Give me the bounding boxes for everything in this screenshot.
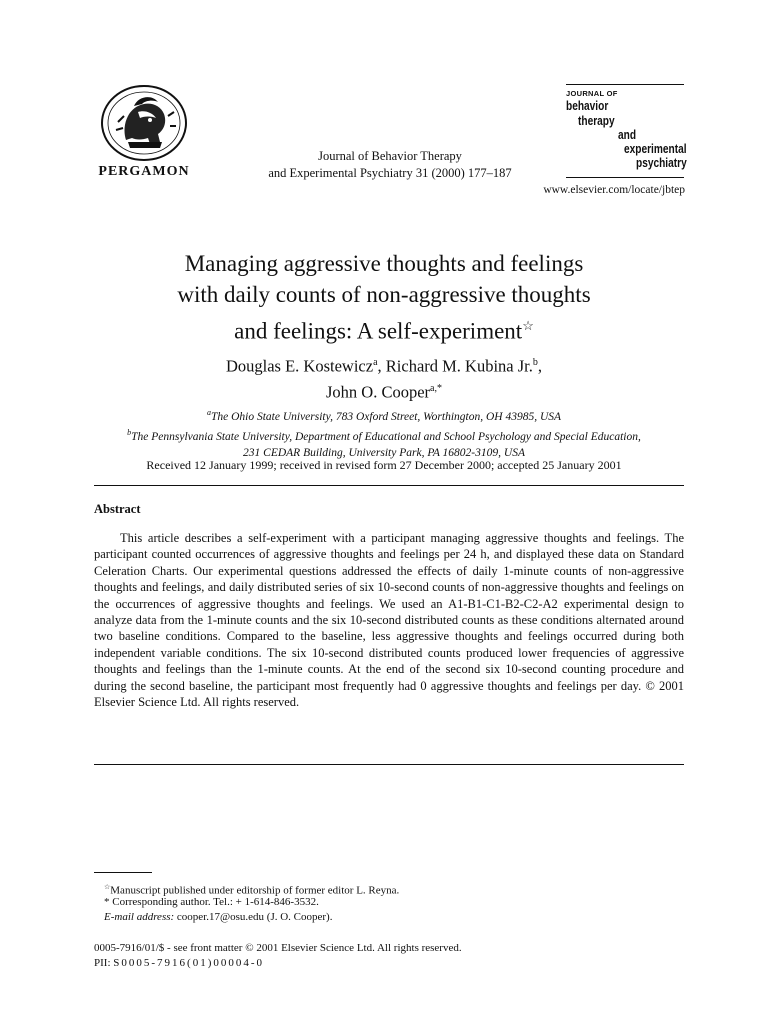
- abstract-body: [94, 530, 684, 710]
- author-affil-letter: a,: [430, 382, 437, 394]
- journal-line-2: and Experimental Psychiatry 31 (2000) 177–187: [268, 166, 512, 180]
- masthead-small-label: JOURNAL OF: [566, 89, 618, 98]
- masthead-word-3: and: [618, 127, 637, 142]
- footnote-text: Manuscript published under editorship of former editor L. Reyna.: [110, 884, 400, 897]
- affiliations: [80, 405, 688, 461]
- author-affil-mark: a: [373, 357, 378, 368]
- received-dates: Received 12 January 1999; received in revised form 27 December 2000; accepted 25 January 2001: [146, 458, 622, 472]
- masthead-word-1: behavior: [566, 98, 609, 113]
- abstract-copyright: © 2001 Elsevier Science Ltd. All rights reserved.: [94, 678, 684, 710]
- title-line-3-text: and feelings: A self-experiment: [234, 318, 523, 344]
- affil-mark: a: [206, 408, 211, 417]
- author-name: Richard M. Kubina Jr.: [385, 356, 533, 376]
- corresponding-mark: *: [437, 382, 442, 394]
- divider-top: [94, 485, 684, 486]
- footnote-corresponding: [104, 895, 684, 909]
- abstract-heading: Abstract: [94, 502, 141, 516]
- author-line-2: [80, 378, 688, 404]
- footnote-rule: [94, 872, 152, 873]
- footnote-text: Corresponding author. Tel.: + 1-614-846-3532.: [112, 896, 319, 908]
- pii-label: PII:: [94, 957, 111, 969]
- affil-mark: b: [127, 428, 132, 438]
- pergamon-seal-icon: [98, 82, 190, 164]
- affiliation-b: [80, 425, 688, 445]
- author-name: John O. Cooper: [326, 382, 431, 401]
- title-line-3: [80, 310, 688, 347]
- email-value[interactable]: cooper.17@osu.edu (J. O. Cooper).: [176, 911, 333, 923]
- footnote-mark: *: [104, 896, 110, 908]
- footnote-mark: ☆: [104, 883, 111, 891]
- author-separator: ,: [377, 356, 386, 376]
- masthead-bottom-rule: [566, 177, 684, 178]
- author-separator: ,: [537, 356, 543, 376]
- affiliation-b-cont: 231 CEDAR Building, University Park, PA 16802-3109, USA: [243, 446, 525, 459]
- masthead-word-2: therapy: [578, 113, 615, 128]
- journal-url[interactable]: www.elsevier.com/locate/jbtep: [543, 184, 685, 196]
- journal-line-1: Journal of Behavior Therapy: [318, 149, 462, 163]
- affil-text: The Pennsylvania State University, Department of Educational and School Psychology and Special Education,: [131, 431, 641, 444]
- publisher-logo: [94, 82, 194, 180]
- affil-text: The Ohio State University, 783 Oxford Street, Worthington, OH 43985, USA: [210, 410, 562, 423]
- affiliation-a: [80, 405, 688, 425]
- masthead-word-5: psychiatry: [636, 155, 687, 170]
- masthead-top-rule: [566, 84, 684, 85]
- title-line-1: Managing aggressive thoughts and feelings: [184, 251, 584, 276]
- author-list: [80, 352, 688, 403]
- author-affil-mark: [430, 383, 442, 394]
- journal-reference: [225, 148, 555, 182]
- pii-line: [94, 956, 684, 970]
- author-affil-mark: b: [532, 357, 538, 368]
- title-line-2: with daily counts of non-aggressive thoughts: [177, 282, 591, 307]
- divider-bottom: [94, 764, 684, 765]
- journal-masthead: [566, 84, 686, 178]
- footnote-email: [104, 910, 684, 924]
- author-line-1: [80, 352, 688, 378]
- pii-value: S0005-7916(01)00004-0: [113, 957, 265, 969]
- masthead-word-4: experimental: [624, 141, 687, 156]
- article-title: [80, 248, 688, 347]
- email-label: E-mail address:: [104, 911, 175, 923]
- publisher-name: PERGAMON: [98, 164, 190, 179]
- title-footnote-mark: ☆: [522, 318, 534, 333]
- issn-line: 0005-7916/01/$ - see front matter © 2001 Elsevier Science Ltd. All rights reserved.: [94, 942, 462, 954]
- abstract-text: This article describes a self-experiment with a participant managing aggressive thoughts and feelings. The participant counted occurrences of aggressive thoughts and feelings per 24 h, and displayed these data on Standard Celeration Charts. Our experimental questions addressed the effects of daily 1-minute counts of non-aggressive thoughts and feelings, and daily distributed series of six 10-second counts of non-aggressive thoughts and feelings on the occurrences of aggressive thoughts and feelings. We used an A1-B1-C1-B2-C2-A2 experimental design to analyze data from the 1-minute counts and the six 10-second distributed counts as these conditions alternated around two baseline conditions. Compared to the baseline, less aggressive thoughts and feelings occurred during both independent variable conditions. The six 10-second distributed counts produced lower frequencies of aggressive thoughts and feelings than the 1-minute counts. At the end of the second six 10-second counting procedure and during the second baseline, the participant most frequently had 0 aggressive thoughts and feelings per day.: [94, 531, 684, 693]
- author-name: Douglas E. Kostewicz: [225, 356, 374, 376]
